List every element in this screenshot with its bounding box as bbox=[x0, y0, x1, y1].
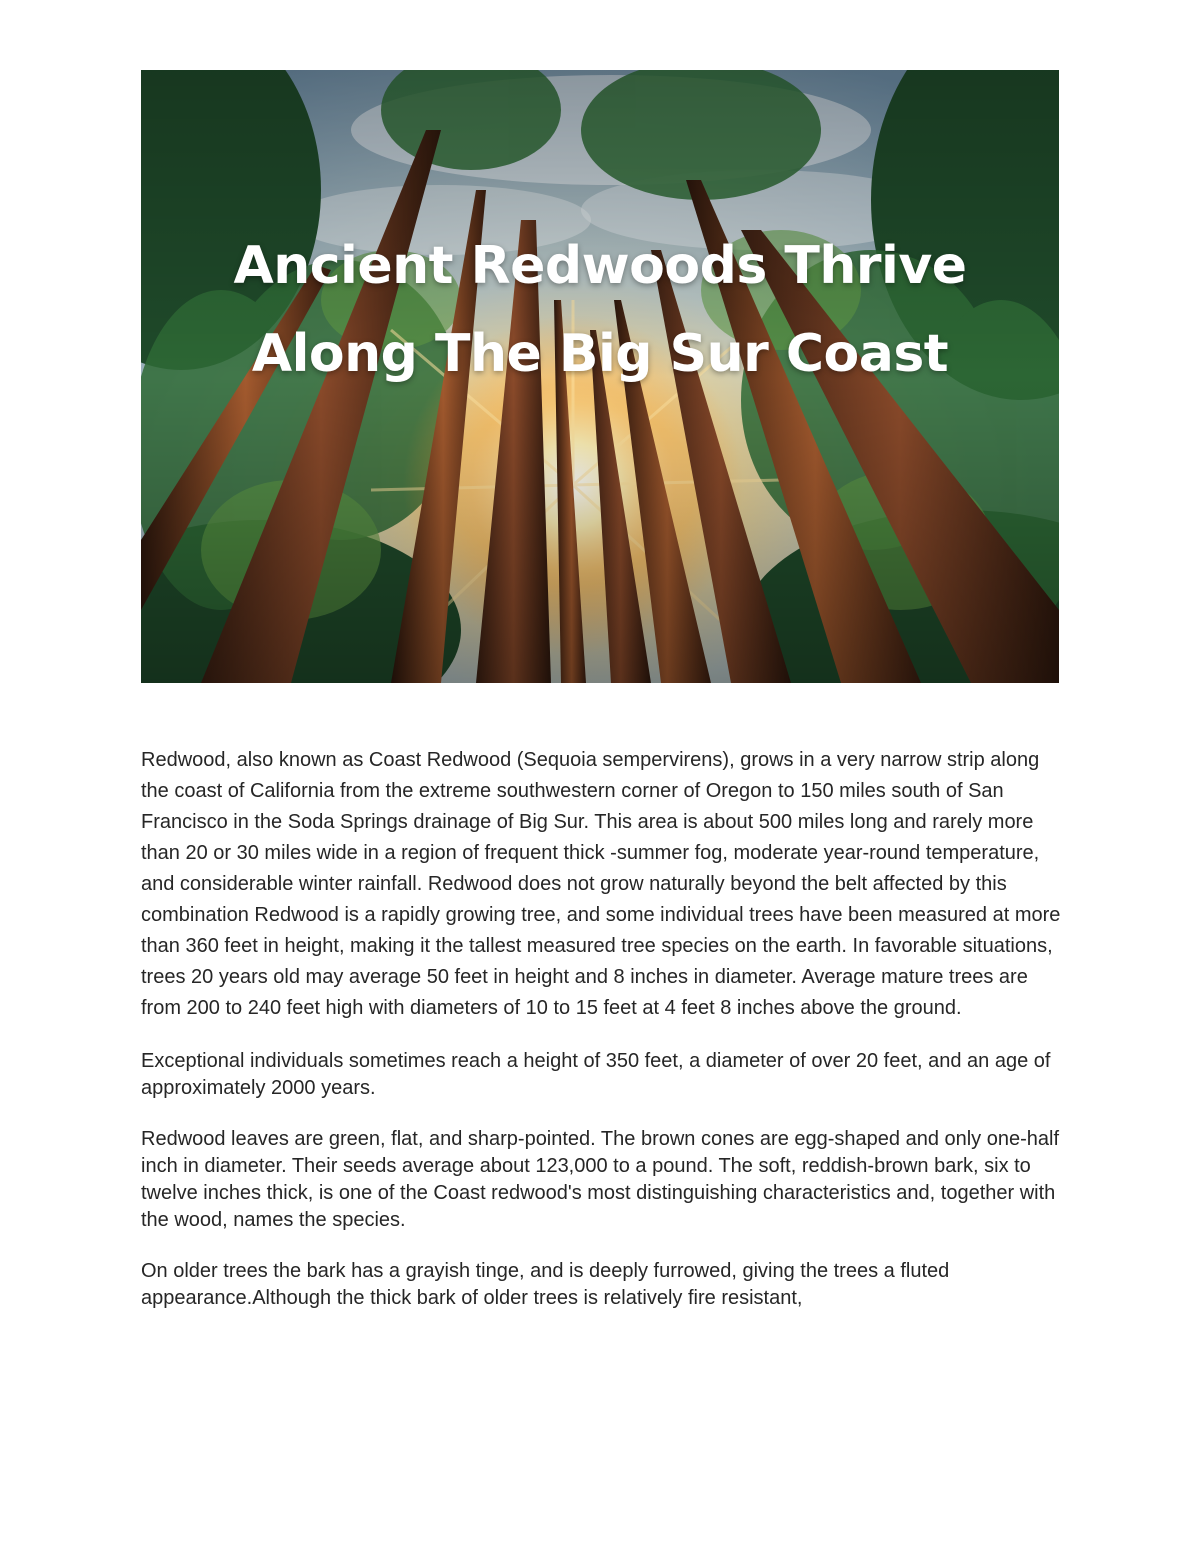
article-body bbox=[141, 745, 1061, 1312]
paragraph-2: Exceptional individuals sometimes reach a height of 350 feet, a diameter of over 20 feet, and an age of approximately 2000 years. bbox=[141, 1050, 1051, 1099]
paragraph-3: Redwood leaves are green, flat, and sharp-pointed. The brown cones are egg-shaped and only one-half inch in diameter. Their seeds average about 123,000 to a pound. The soft, reddish-brown bark, six to twelve inches thick, is one of the Coast redwood's most distinguishing characteristics and, together with the wood, names the species. bbox=[141, 1128, 1060, 1231]
title-line-1: Ancient Redwoods Thrive bbox=[233, 236, 967, 296]
hero-image bbox=[141, 70, 1059, 683]
article-title bbox=[141, 222, 1059, 398]
title-line-2: Along The Big Sur Coast bbox=[251, 324, 949, 384]
paragraph-1: Redwood, also known as Coast Redwood (Sequoia sempervirens), grows in a very narrow strip along the coast of California from the extreme southwestern corner of Oregon to 150 miles south of San Francisco in the Soda Springs drainage of Big Sur. This area is about 500 miles long and rarely more than 20 or 30 miles wide in a region of frequent thick -summer fog, moderate year-round temperature, and considerable winter rainfall. Redwood does not grow naturally beyond the belt affected by this combination Redwood is a rapidly growing tree, and some individual trees have been measured at more than 360 feet in height, making it the tallest measured tree species on the earth. In favorable situations, trees 20 years old may average 50 feet in height and 8 inches in diameter. Average mature trees are from 200 to 240 feet high with diameters of 10 to 15 feet at 4 feet 8 inches above the ground. bbox=[141, 749, 1061, 1019]
paragraph-4: On older trees the bark has a grayish tinge, and is deeply furrowed, giving the trees a fluted appearance.Although the thick bark of older trees is relatively fire resistant, bbox=[141, 1260, 950, 1309]
